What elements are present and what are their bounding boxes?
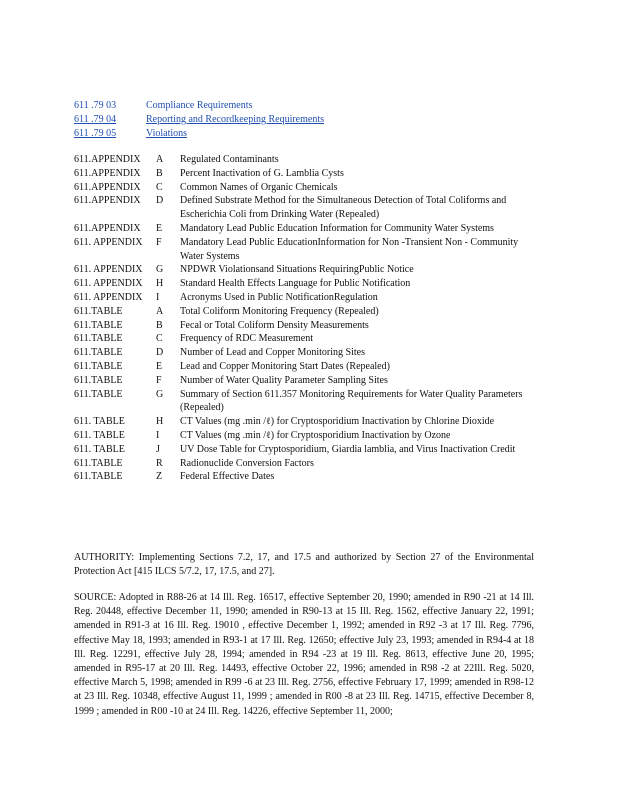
entry-letter: C [156,181,163,193]
entry-code: 611. APPENDIX [74,291,143,303]
entry-title: Number of Water Quality Parameter Sampling Sites [180,374,388,386]
entry-code: 611.APPENDIX [74,154,141,165]
related-section-links [74,99,324,141]
entry-title: CT Values (mg .min /ℓ) for Cryptosporidium Inactivation by Ozone [180,429,451,441]
entry-title: Fecal or Total Coliform Density Measurements [180,319,369,331]
entry-letter: Z [156,471,163,483]
entry-letter: E [156,222,163,234]
entry-title: Number of Lead and Copper Monitoring Sites [180,347,365,359]
entry-code: 611.TABLE [74,333,123,345]
entry-title: Acronyms Used in Public NotificationRegulation [180,291,378,303]
entry-letter: H [156,278,164,290]
list-item [74,443,540,457]
entry-letter: C [156,333,163,345]
list-item [74,291,540,305]
link-section-title[interactable]: Compliance Requirements [146,100,253,111]
entry-code: 611.TABLE [74,347,123,359]
entry-letter: G [156,264,164,276]
entry-letter: D [156,195,164,207]
entry-code: 611.TABLE [74,360,123,372]
entry-letter: H [156,416,164,428]
link-section-number[interactable]: 611 .79 04 [74,114,117,125]
entry-code: 611.TABLE [74,471,123,483]
list-item [74,236,540,264]
entry-title: Frequency of RDC Measurement [180,333,314,345]
entry-letter: F [156,236,162,248]
entry-title: Lead and Copper Monitoring Start Dates (Repealed) [180,360,390,372]
entry-title: Mandatory Lead Public Education Information for Community Water Systems [180,222,494,234]
entry-letter: G [156,388,164,400]
appendix-table-list [74,153,540,484]
link-row[interactable] [74,127,324,141]
list-item [74,457,540,471]
list-item [74,374,540,388]
list-item [74,415,540,429]
entry-code: 611.TABLE [74,388,123,400]
entry-letter: I [156,291,160,303]
entry-title: Summary of Section 611.357 Monitoring Requirements for Water Quality Parameters (Repealed) [180,388,523,414]
entry-title: Radionuclide Conversion Factors [180,457,314,469]
entry-title: CT Values (mg .min /ℓ) for Cryptosporidium Inactivation by Chlorine Dioxide [180,416,495,428]
entry-code: 611. TABLE [74,443,125,455]
entry-code: 611.APPENDIX [74,195,141,207]
entry-code: 611. TABLE [74,416,125,428]
list-item [74,222,540,236]
entry-code: 611. APPENDIX [74,264,143,276]
entry-code: 611. TABLE [74,429,125,441]
link-section-title[interactable]: Reporting and Recordkeeping Requirements [146,114,325,125]
list-item [74,319,540,333]
entry-code: 611.TABLE [74,305,123,317]
list-item [74,305,540,319]
entry-letter: J [156,443,160,455]
list-item [74,277,540,291]
source-paragraph: SOURCE: Adopted in R88-26 at 14 Ill. Reg. 16517, effective September 20, 1990; amended in R90 -21 at 14 Ill. Reg. 20448, effective December 11, 1990; amended in R90-13 at 15 Ill. Reg. 1562, effective January 22, 1991; amended in R91-3 at 16 Ill. Reg. 19010 , effective December 1, 1992; amended in R92 -3 at 17 Ill. Reg. 7796, effective May 18, 1993; amended in R93-1 at 17 Ill. Reg. 12650; effective July 23, 1993; amended in R94-4 at 18 Ill. Reg. 12291, effective July 28, 1994; amended in R94 -23 at 19 Ill. Reg. 8613, effective June 20, 1995; amended in R95-17 at 20 Ill. Reg. 14493, effective October 22, 1996; amended in R98 -2 at 22Ill. Reg. 5020, effective March 5, 1998; amended in R99 -6 at 23 Ill. Reg. 2756, effective February 17, 1999; amended in R98-12 at 23 Ill. Reg. 10348, effective August 11, 1999 ; amended in R00 -8 at 23 Ill. Reg. 14715, effective December 8, 1999 ; amended in R00 -10 at 24 Ill. Reg. 14226, effective September 11, 2000; [74,592,534,717]
entry-code: 611. APPENDIX [74,236,143,248]
entry-letter: B [156,167,163,179]
entry-title: Standard Health Effects Language for Public Notification [180,278,411,290]
link-row[interactable] [74,99,324,113]
entry-code: 611.TABLE [74,374,123,386]
entry-title: NPDWR Violationsand Situations RequiringPublic Notice [180,264,414,276]
link-row[interactable] [74,113,324,127]
entry-title: Common Names of Organic Chemicals [180,181,338,193]
list-item [74,194,540,222]
entry-title: Defined Substrate Method for the Simultaneous Detection of Total Coliforms and Escherichia Coli from Drinking Water (Repealed) [180,195,507,221]
authority-paragraph: AUTHORITY: Implementing Sections 7.2, 17, and 17.5 and authorized by Section 27 of the Environmental Protection Act [415 ILCS 5/7.2, 17, 17.5, and 27]. [74,552,534,578]
list-item [74,181,540,195]
entry-code: 611.TABLE [74,457,123,469]
list-item [74,388,540,416]
entry-code: 611. APPENDIX [74,278,143,290]
entry-code: 611.APPENDIX [74,222,141,234]
entry-letter: F [156,374,162,386]
entry-letter: B [156,319,163,331]
entry-letter: A [156,154,164,165]
link-section-number[interactable]: 611 .79 05 [74,128,117,139]
entry-letter: I [156,429,160,441]
entry-code: 611.APPENDIX [74,181,141,193]
entry-title: Percent Inactivation of G. Lamblia Cysts [180,167,344,179]
entry-title: Total Coliform Monitoring Frequency (Repealed) [180,305,379,317]
link-section-title[interactable]: Violations [146,128,188,139]
entry-title: Federal Effective Dates [180,471,275,483]
list-item [74,167,540,181]
list-item [74,153,540,167]
entry-title: Mandatory Lead Public EducationInformation for Non -Transient Non - Community Water Systems [180,236,519,262]
entry-letter: E [156,360,163,372]
entry-letter: D [156,347,164,359]
list-item [74,429,540,443]
list-item [74,332,540,346]
list-item [74,263,540,277]
entry-title: Regulated Contaminants [180,154,279,165]
entry-letter: A [156,305,164,317]
entry-code: 611.TABLE [74,319,123,331]
entry-title: UV Dose Table for Cryptosporidium, Giardia lamblia, and Virus Inactivation Credit [180,443,516,455]
entry-letter: R [156,457,163,469]
list-item [74,470,540,484]
list-item [74,346,540,360]
list-item [74,360,540,374]
entry-code: 611.APPENDIX [74,167,141,179]
link-section-number[interactable]: 611 .79 03 [74,100,117,111]
